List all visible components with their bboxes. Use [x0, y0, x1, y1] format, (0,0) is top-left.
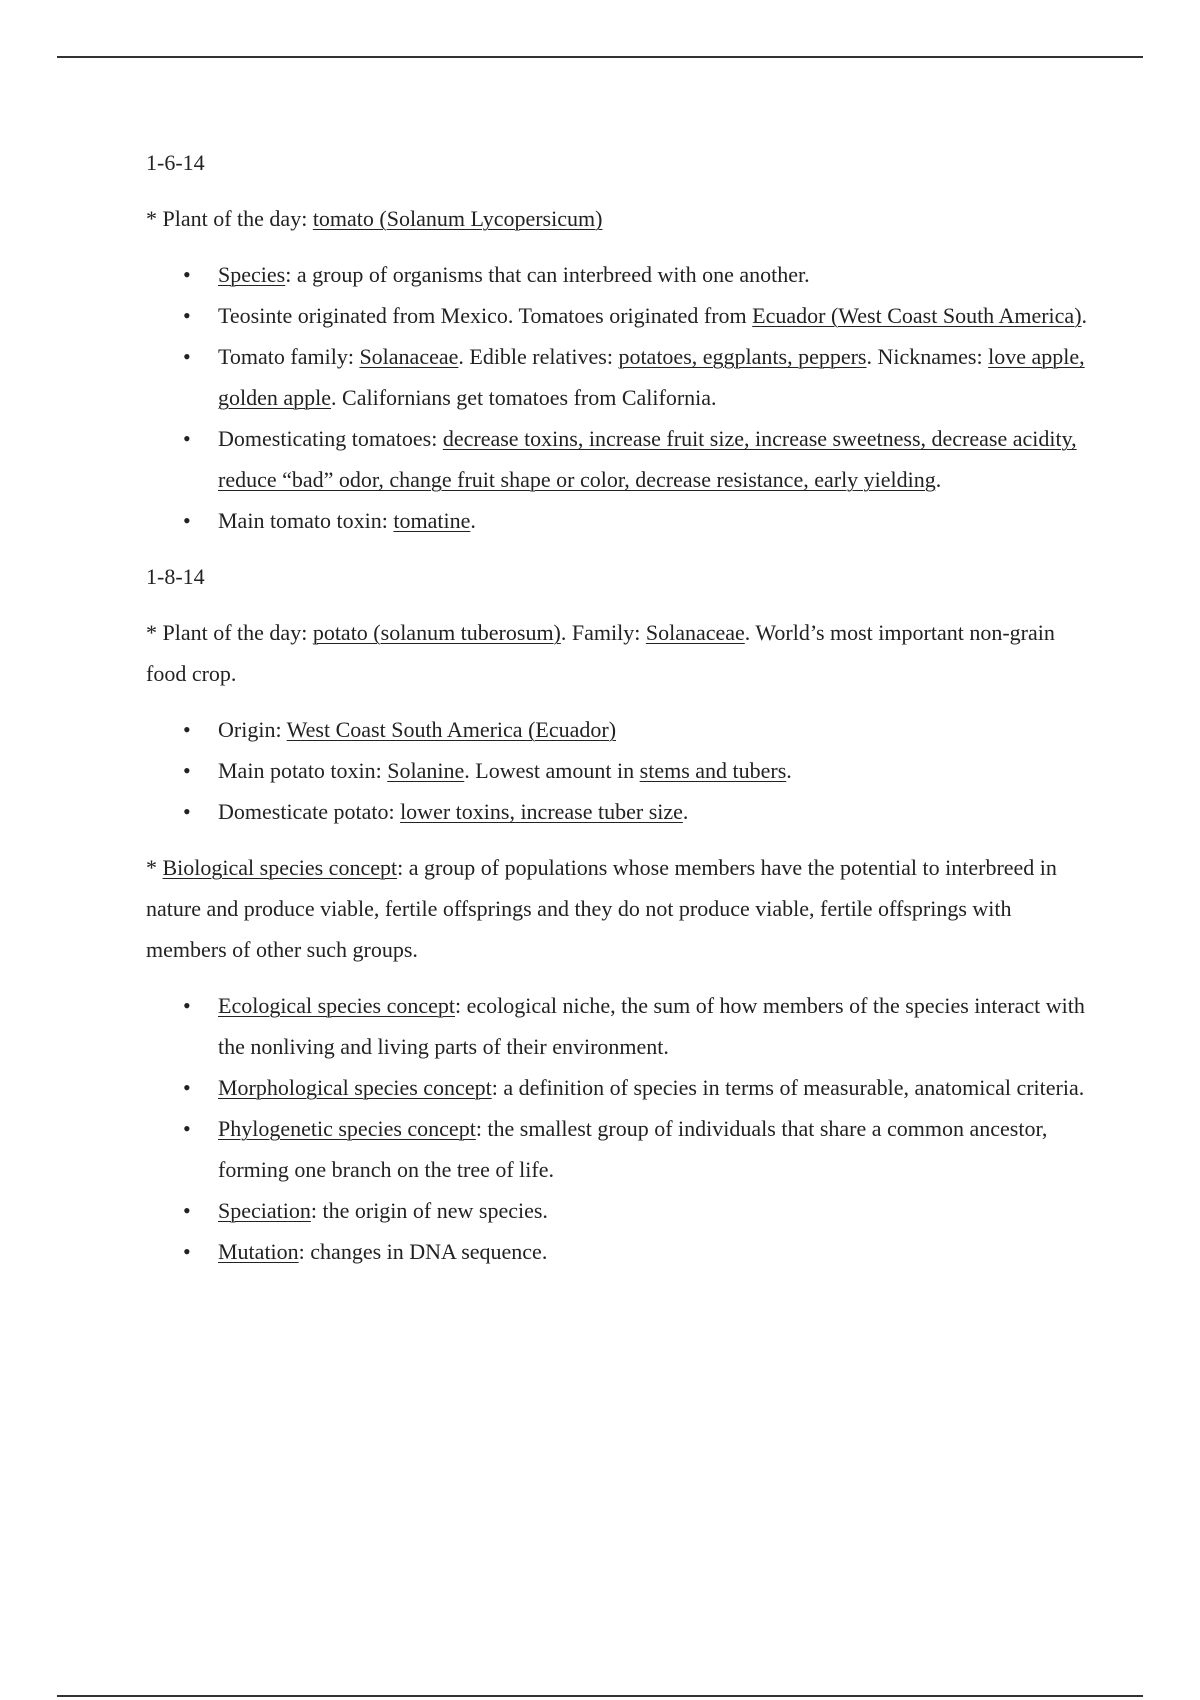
bullet-icon: •	[183, 1116, 191, 1141]
bullet-icon: •	[183, 1075, 191, 1100]
definition: : a group of populations whose members have the potential to interbreed in nature and produce viable, fertile offsprings and they do not produce viable, fertile offsprings with members of other such groups.	[146, 855, 1057, 962]
text: .	[786, 758, 792, 783]
species-concepts-list	[146, 985, 1096, 1272]
definition: : a definition of species in terms of measurable, anatomical criteria.	[491, 1075, 1085, 1100]
bullet-icon: •	[183, 1198, 191, 1223]
text: Teosinte originated from Mexico. Tomatoes originated from	[218, 303, 753, 328]
list-item	[183, 791, 1096, 832]
potd-plant: tomato (Solanum Lycopersicum)	[312, 206, 603, 231]
term: Mutation	[218, 1239, 299, 1264]
top-rule	[57, 56, 1143, 58]
text: Main tomato toxin:	[218, 508, 394, 533]
list-item	[183, 1190, 1096, 1231]
list-item	[183, 336, 1096, 418]
term: tomatine	[393, 508, 471, 533]
term: West Coast South America (Ecuador)	[286, 717, 617, 742]
text: Main potato toxin:	[218, 758, 388, 783]
text: .	[935, 467, 942, 492]
bullet-icon: •	[183, 717, 191, 742]
text: .	[470, 508, 476, 533]
text: .	[1081, 303, 1088, 328]
text: . World’s most important non-grain food crop.	[146, 620, 1055, 686]
bullet-icon: •	[183, 799, 191, 824]
term: Solanaceae	[359, 344, 459, 369]
bullet-icon: •	[183, 993, 191, 1018]
text: . Lowest amount in	[464, 758, 640, 783]
biological-species-concept	[146, 847, 1096, 970]
list-item	[183, 1108, 1096, 1190]
list-item	[183, 418, 1096, 500]
list-item	[183, 750, 1096, 791]
text: . Nicknames:	[866, 344, 989, 369]
list-item	[183, 1231, 1096, 1272]
term: Ecuador (West Coast South America)	[752, 303, 1082, 328]
term: Phylogenetic species concept	[218, 1116, 476, 1141]
term: Species	[218, 262, 286, 287]
term: Biological species concept	[162, 855, 398, 880]
term: Solanine	[387, 758, 465, 783]
term: potatoes, eggplants, peppers	[618, 344, 867, 369]
bullet-icon: •	[183, 426, 191, 451]
bullet-icon: •	[183, 303, 191, 328]
text: Domesticating tomatoes:	[218, 426, 443, 451]
term: Solanaceae	[645, 620, 745, 645]
potd-plant: potato (solanum tuberosum)	[312, 620, 561, 645]
notes-body	[146, 142, 1096, 1287]
term: Speciation	[218, 1198, 311, 1223]
term: Morphological species concept	[218, 1075, 492, 1100]
list-item	[183, 1067, 1096, 1108]
definition: : ecological niche, the sum of how members of the species interact with the nonliving and living parts of their environment.	[218, 993, 1085, 1059]
text: . Californians get tomatoes from California.	[331, 385, 717, 410]
list-item	[183, 709, 1096, 750]
term: love apple, golden apple	[218, 344, 1085, 410]
definition: : changes in DNA sequence.	[298, 1239, 548, 1264]
list-item	[183, 295, 1096, 336]
date-heading: 1-8-14	[146, 564, 205, 589]
bullet-icon: •	[183, 262, 191, 287]
term: lower toxins, increase tuber size	[400, 799, 683, 824]
term: stems and tubers	[639, 758, 787, 783]
potato-notes-list	[146, 709, 1096, 832]
bottom-rule	[57, 1695, 1143, 1697]
bullet-icon: •	[183, 758, 191, 783]
tomato-notes-list	[146, 254, 1096, 541]
term: Ecological species concept	[218, 993, 456, 1018]
list-item	[183, 500, 1096, 541]
plant-of-the-day	[146, 198, 1096, 239]
potd-prefix: * Plant of the day:	[146, 206, 313, 231]
text: Origin:	[218, 717, 287, 742]
definition: : the smallest group of individuals that share a common ancestor, forming one branch on the tree of life.	[218, 1116, 1048, 1182]
text: Domesticate potato:	[218, 799, 401, 824]
bullet-icon: •	[183, 1239, 191, 1264]
bullet-icon: •	[183, 344, 191, 369]
plant-of-the-day	[146, 612, 1096, 694]
potd-prefix: * Plant of the day:	[146, 620, 313, 645]
text: *	[146, 855, 163, 880]
date-heading: 1-6-14	[146, 150, 205, 175]
definition: : the origin of new species.	[310, 1198, 548, 1223]
text: . Family:	[560, 620, 646, 645]
bullet-icon: •	[183, 508, 191, 533]
definition: : a group of organisms that can interbreed with one another.	[285, 262, 810, 287]
text: .	[682, 799, 689, 824]
list-item	[183, 985, 1096, 1067]
term: decrease toxins, increase fruit size, increase sweetness, decrease acidity, reduce “bad” odor, change fruit shape or color, decrease resistance, early yielding	[218, 426, 1077, 492]
list-item	[183, 254, 1096, 295]
text: Tomato family:	[218, 344, 360, 369]
text: . Edible relatives:	[458, 344, 619, 369]
